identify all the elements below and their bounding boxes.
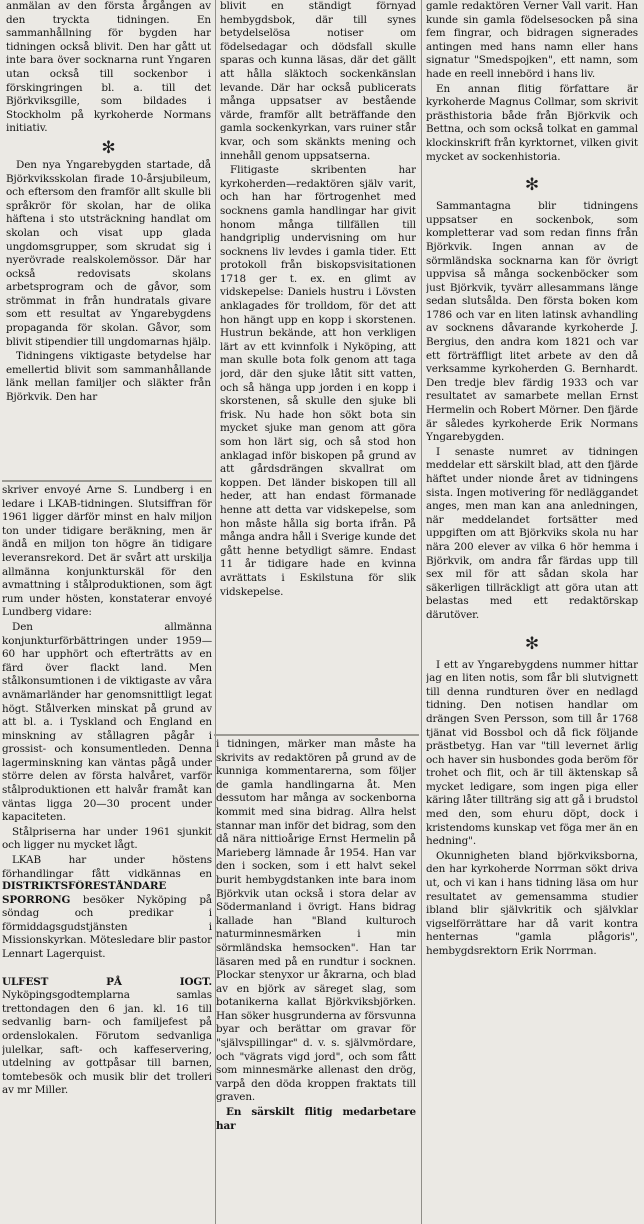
article-paragraph: Tidningens viktigaste betydelse har emellertid blivit som sammanhållande länk mellan familjer och släkter från Björkvik. Den har <box>6 350 211 404</box>
article-paragraph: En annan flitig författare är kyrkoherde Magnus Collmar, som skrivit prästhistoria både från Björkvik och Bettna, och som också tolkat en gammal klockinskrift från kyrktornet, vilken givit mycket av sockenhistoria. <box>426 82 638 163</box>
article-paragraph: gamle redaktören Verner Vall varit. Han kunde sin gamla födelsesocken på sina fem fingrar, och bidragen signerades antingen med hans namn eller hans signatur "Smedspojken", ett namn, som hade en reell innebörd i hans liv. <box>426 0 638 80</box>
notice <box>2 880 212 962</box>
column-divider-rule <box>214 734 419 736</box>
article-paragraph: i tidningen, märker man måste ha skrivits av redaktören på grund av de kunniga kommentarerna, som följer de gamla handlingarna åt. Men dessutom har många av sockenborna kommit med sina bidrag. Allra helst stannar man inför det bidrag, som den då nära nittioårige Ernst Hermelin på Marieberg lämnade år 1954. Han var den i socken, som i ett halvt sekel burit hembygdstanken inte bara inom Björkvik utan också i stora delar av Södermanland i övrigt. Hans bidrag kallade han "Bland kulturoch naturminnesmärken i min sörmländska hemsocken". Han tar läsaren med på en rundtur i socknen. Plockar stenyxor ur åkrarna, och blad av en björk av säreget slag, som botanikerna kallat Björkviksbjörken. Han söker husgrunderna av försvunna byar och berättar om gravar för "självspillingar" d. v. s. självmördare, och "vägrats vigd jord", och som fått som minnesmärke allenast den drög, varpå den döda kroppen fraktats till graven. <box>216 738 416 1104</box>
notice-heading: DISTRIKTSFÖRESTÅNDARE SPORRONG <box>2 880 167 906</box>
article-paragraph: Okunnigheten bland björkviksborna, den har kyrkoherde Norrman sökt driva ut, och vi kan i hans tidning läsa om hur resultatet av gemensamma studier ibland blir självkritik och självklar vigselförrättare har då varit kontra henternas "gamla plågoris", hembygdsrektorn Erik Norrman. <box>426 849 638 957</box>
column-rule <box>421 0 422 1224</box>
column-1-lkab-article <box>2 484 212 879</box>
article-paragraph: En särskilt flitig medarbetare har <box>216 1106 416 1132</box>
article-paragraph: Sammantagna blir tidningens uppsatser en sockenbok, som kompletterar vad som redan finns från Björkvik. Ingen annan av de sörmländska socknarna kan för övrigt uppvisa så många sockenböcker som just Björkvik, tyvärr allesammans länge sedan slutsålda. Den första boken kom 1786 och var en liten latinsk avhandling av socknens dåvarande kyrkoherde J. Bergius, den andra kom 1821 och var ett förträffligt litet arbete av den då verksamme kyrkoherden G. Bernhardt. Den tredje blev färdig 1933 och var resultatet av samarbete mellan Ernst Hermelin och Robert Mörner. Den fjärde är således kyrkoherde Erik Normans Yngarebygden. <box>426 200 638 444</box>
article-paragraph: Den nya Yngarebygden startade, då Björkviksskolan firade 10-årsjubileum, och eftersom den framför allt skulle bli språkrör för skolan, har de olika häftena i sto utsträckning handlat om skolan och visat upp glada ungdomsgrupper, som skrudat sig i nyerövrade realskolemössor. Där har också redovisats skolans arbetsprogram och de gåvor, som strömmat in från hundratals givare som ett resultat av Yngarebygdens propaganda för skolan. Gåvor, som blivit stipendier till ungdomarnas hjälp. <box>6 158 211 348</box>
column-divider-rule <box>2 480 212 482</box>
asterisk-divider-icon: ✻ <box>524 175 540 196</box>
article-paragraph: blivit en ständigt förnyad hembygdsbok, där till synes betydelselösa notiser om födelsedagar och dödsfall skulle sparas och kunna läsas, där det gällt att hålla släktoch sockenkänslan levande. Där har också publicerats många uppsatser av bestående värde, framför allt beträffande den gamla sockenkyrkan, vars ruiner står kvar, och som skänkts mening och innehåll genom uppsatserna. <box>220 0 416 162</box>
article-paragraph: skriver envoyé Arne S. Lundberg i en ledare i LKAB-tidningen. Slutsiffran för 1961 ligger därför minst en halv miljon ton under tidigare beräkning, men är ändå en miljon ton högre än tidigare leveransrekord. Det är svårt att urskilja allmänna konjunkturskäl för den avmattning i stålproduktionen, som ägt rum under hösten, konstaterar envoyé Lundberg vidare: <box>2 484 212 619</box>
article-paragraph: Flitigaste skribenten har kyrkoherden—redaktören själv varit, och han har förtrogenhet med socknens gamla handlingar har givit honom många tillfällen till handgriplig undervisning om hur socknens liv levdes i gamla tider. Ett protokoll från biskopsvisitationen 1718 ger t. ex. en glimt av vidskepelse: Daniels hustru i Lövsten anklagades för trolldom, för det att hon hängt upp en kopp i skorstenen. Hustrun bekände, att hon verkligen lärt av ett kvinnfolk i Nyköping, att man skulle bota folk genom att taga jord, där den sjuke låtit sitt vatten, och så hänga upp jorden i en kopp i skorstenen, så skulle den sjuke bli frisk. Nu hade hon sökt bota sin mycket sjuke man genom att göra som hon lärt sig, och så stod hon anklagad inför biskopen på grund av att gårdsdrängen skvallrat om koppen. Det länder biskopen till all heder, att han endast förmanade henne att detta var vidskepelse, som hon måste hålla sig borta ifrån. På många andra håll i Sverige kunde det gått henne betydligt sämre. Endast 11 år tidigare hade en kvinna avrättats i Eskilstuna för slik vidskepelse. <box>220 164 416 598</box>
article-paragraph: Den allmänna konjunkturförbättringen under 1959—60 har upphört och efterträtts av en färd över flackt land. Men stålkonsumtionen i de viktigaste av våra avnämarländer har genomsnittligt legat högt. Stålverken minskat på grund av att bl. a. i Tyskland och England en minskning av stållagren pågår i grossist- och konsumentleden. Denna lagerminskning kan väntas pågå under större delen av första halvåret, varför stålproduktionen ett halvår framåt kan väntas ligga 20—30 procent under kapaciteten. <box>2 620 212 824</box>
notice-heading: ULFEST PÅ IOGT. <box>2 975 212 988</box>
asterisk-divider-icon: ✻ <box>524 633 540 654</box>
column-2-article <box>220 0 416 730</box>
column-3-article <box>426 0 638 1224</box>
article-paragraph: I senaste numret av tidningen meddelar ett särskilt blad, att den fjärde häftet under nionde året av tidningens sista. Ingen motivering för nedläggandet anges, men man kan ana anledningen, när meddelandet fortsätter med uppgiften om att Björkviks skola nu har nära 200 elever av vilka 6 hör hemma i Björkvik, om andra får färdas upp till sex mil för att sådan skola har säkerligen tillräckligt att göra utan att belastas med ett redaktörskap därutöver. <box>426 445 638 621</box>
column-1-article <box>6 0 211 478</box>
notice-body: Nyköpingsgodtemplarna samlas trettondagen den 6 jan. kl. 16 till sedvanlig barn- och familjefest på ordenslokalen. Förutom sedvanliga julelkar, saft- och kaffeservering, utdelning av gottpåsar till barnen, tomtebesök och musik blir det trolleri av mr Miller. <box>2 989 212 1097</box>
column-1-notices <box>2 880 212 1224</box>
article-paragraph: anmälan av den första årgången av den tryckta tidningen. En sammanhållning för bygden har tidningen också blivit. Den har gått ut inte bara över socknarna runt Yngaren utan också till sockenbor i förskingringen bl. a. till det Björkviksgille, som bildades i Stockholm på kyrkoherde Normans initiativ. <box>6 0 211 135</box>
asterisk-divider-icon: ✻ <box>101 137 116 158</box>
notice-body: besöker Nyköping på söndag och predikar i förmiddagsgudstjänsten i Missionskyrkan. Mötesledare blir pastor Lennart Lagerquist. <box>2 893 212 960</box>
article-paragraph: I ett av Yngarebygdens nummer hittar jag en liten notis, som får bli slutvignett till denna rundturen över en nedlagd tidning. Den notisen handlar om drängen Sven Persson, som till år 1768 tjänat vid Bossbol och då fick följande prästbetyg. Han var "till levernet ärlig och haver sin husbondes goda beröm för trohet och flit, och är till äktenskap så mycket ledigare, som ingen piga eller käring låter tillträng sig att gå i brudstol med den, som ehuru döpt, dock i kristendoms kunskap vet föga mer än en hedning". <box>426 658 638 848</box>
article-paragraph: LKAB har under höstens förhandlingar fått vidkännas en <box>2 854 212 879</box>
notice <box>2 976 212 1098</box>
article-paragraph: Stålpriserna har under 1961 sjunkit och ligger nu mycket lågt. <box>2 825 212 852</box>
column-2-continuation <box>216 738 416 1224</box>
